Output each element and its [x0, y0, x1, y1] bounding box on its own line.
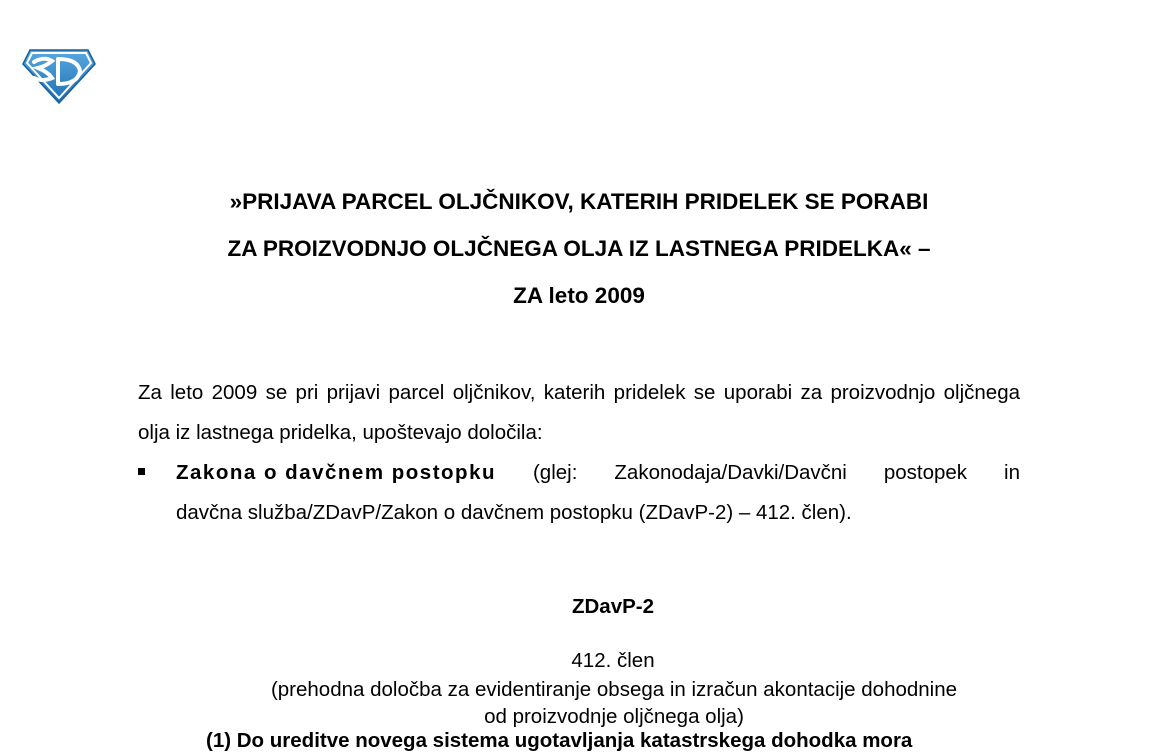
square-bullet-icon: [138, 468, 145, 475]
title-line-3: ZA leto 2009: [513, 283, 645, 308]
article-note: [190, 676, 1038, 730]
bullet-line-2: davčna služba/ZDavP/Zakon o davčnem postopku (ZDavP-2) – 412. člen).: [176, 501, 852, 524]
article-note-line-1: (prehodna določba za evidentiranje obsega in izračun akontacije dohodnine: [270, 678, 958, 701]
article-note-line-2: od proizvodnje oljčnega olja): [484, 705, 744, 728]
bullet-word: Zakonodaja/Davki/Davčni: [614, 461, 847, 484]
bullet-word: postopek: [883, 461, 968, 484]
title-line-1: »PRIJAVA PARCEL OLJČNIKOV, KATERIH PRIDELEK SE PORABI: [229, 189, 929, 214]
article-clause: (1) Do ureditve novega sistema ugotavljanja katastrskega dohodka mora: [206, 729, 913, 752]
document-title: [140, 178, 1018, 319]
title-line-2: ZA PROIZVODNJO OLJČNEGA OLJA IZ LASTNEGA PRIDELKA« –: [227, 236, 931, 261]
logo: [22, 48, 96, 104]
law-reference-bold: Zakona o davčnem postopku: [176, 461, 496, 484]
bullet-word: in: [1004, 461, 1020, 484]
bullet-line-1: [176, 453, 1020, 493]
law-heading: ZDavP-2: [571, 595, 655, 618]
sd-diamond-logo-icon: [22, 48, 96, 104]
article-number: 412. člen: [571, 649, 655, 672]
bullet-text: [176, 453, 1020, 533]
intro-paragraph: Za leto 2009 se pri prijavi parcel oljčnikov, katerih pridelek se uporabi za proizvodnjo oljčnega olja iz lastnega pridelka, upoštevajo določila:: [138, 381, 1020, 444]
bullet-word: (glej:: [532, 461, 578, 484]
list-item: [138, 453, 1020, 533]
